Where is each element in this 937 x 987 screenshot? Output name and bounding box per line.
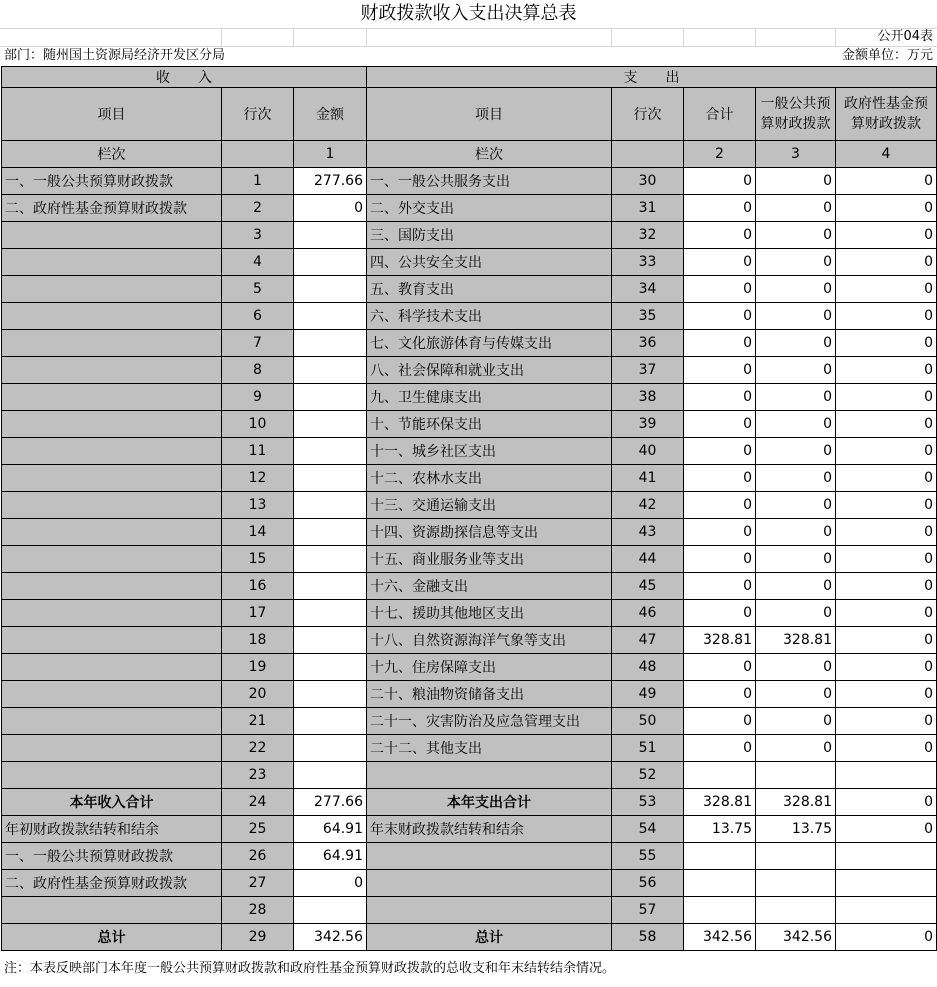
income-section-header[interactable]: 收 入 — [2, 67, 367, 88]
income-amount-cell[interactable]: 342.56 — [294, 924, 367, 951]
table-row — [2, 492, 937, 519]
income-line-cell[interactable]: 16 — [222, 573, 294, 600]
table-code: 公开04表 — [877, 29, 933, 44]
expense-line-cell[interactable]: 55 — [612, 843, 684, 870]
income-item-cell[interactable] — [2, 897, 222, 924]
expense-item-cell[interactable]: 六、科学技术支出 — [367, 303, 612, 330]
general-budget-cell[interactable]: 0 — [756, 465, 836, 492]
general-budget-cell[interactable] — [756, 897, 836, 924]
general-budget-cell[interactable]: 0 — [756, 735, 836, 762]
table-row — [2, 924, 937, 951]
table-row — [2, 789, 937, 816]
expense-line-cell[interactable]: 43 — [612, 519, 684, 546]
expense-item-cell[interactable]: 二十、粮油物资储备支出 — [367, 681, 612, 708]
income-amount-cell[interactable]: 0 — [294, 870, 367, 897]
general-budget-cell[interactable]: 0 — [756, 384, 836, 411]
expense-total-cell[interactable]: 0 — [684, 573, 756, 600]
income-line-cell[interactable]: 25 — [222, 816, 294, 843]
income-amount-cell[interactable] — [294, 762, 367, 789]
expense-total-cell[interactable]: 328.81 — [684, 627, 756, 654]
col-number-2[interactable]: 2 — [684, 141, 756, 168]
expense-line-cell[interactable]: 36 — [612, 330, 684, 357]
general-budget-cell[interactable]: 0 — [756, 303, 836, 330]
general-budget-cell[interactable]: 328.81 — [756, 627, 836, 654]
income-item-cell[interactable] — [2, 276, 222, 303]
income-amount-cell[interactable] — [294, 465, 367, 492]
expense-item-cell[interactable]: 二十一、灾害防治及应急管理支出 — [367, 708, 612, 735]
expense-item-header[interactable]: 项目 — [367, 88, 612, 141]
table-row — [2, 843, 937, 870]
expense-item-cell[interactable]: 十七、援助其他地区支出 — [367, 600, 612, 627]
income-col-label[interactable]: 栏次 — [2, 141, 222, 168]
gridline — [611, 28, 612, 46]
empty-cell[interactable] — [222, 141, 294, 168]
general-budget-cell[interactable]: 0 — [756, 708, 836, 735]
expense-line-cell[interactable]: 33 — [612, 249, 684, 276]
expense-item-cell[interactable] — [367, 843, 612, 870]
table-row — [2, 438, 937, 465]
expense-line-cell[interactable]: 37 — [612, 357, 684, 384]
expense-total-cell[interactable]: 0 — [684, 222, 756, 249]
income-amount-cell[interactable] — [294, 303, 367, 330]
income-line-cell[interactable]: 21 — [222, 708, 294, 735]
expense-line-cell[interactable]: 53 — [612, 789, 684, 816]
income-amount-cell[interactable] — [294, 357, 367, 384]
gov-fund-cell[interactable] — [836, 897, 937, 924]
expense-line-cell[interactable]: 48 — [612, 654, 684, 681]
income-line-cell[interactable]: 26 — [222, 843, 294, 870]
expense-total-cell[interactable] — [684, 897, 756, 924]
gov-fund-cell[interactable] — [836, 762, 937, 789]
gov-fund-cell[interactable]: 0 — [836, 735, 937, 762]
income-amount-cell[interactable] — [294, 438, 367, 465]
table-row — [2, 708, 937, 735]
income-amount-cell[interactable] — [294, 681, 367, 708]
expense-total-cell[interactable]: 0 — [684, 249, 756, 276]
expense-total-cell[interactable] — [684, 843, 756, 870]
expense-total-cell[interactable]: 0 — [684, 681, 756, 708]
expense-total-cell[interactable]: 328.81 — [684, 789, 756, 816]
expense-line-cell[interactable]: 54 — [612, 816, 684, 843]
expense-total-cell[interactable]: 0 — [684, 438, 756, 465]
expense-item-cell[interactable]: 十九、住房保障支出 — [367, 654, 612, 681]
general-budget-cell[interactable]: 0 — [756, 573, 836, 600]
gov-fund-cell[interactable]: 0 — [836, 600, 937, 627]
expense-line-cell[interactable]: 52 — [612, 762, 684, 789]
expense-total-cell[interactable]: 0 — [684, 708, 756, 735]
gridline — [835, 28, 836, 46]
expense-line-cell[interactable]: 30 — [612, 168, 684, 195]
income-line-cell[interactable]: 19 — [222, 654, 294, 681]
gov-fund-cell[interactable]: 0 — [836, 681, 937, 708]
unit-label: 金额单位：万元 — [841, 48, 933, 63]
income-amount-cell[interactable] — [294, 330, 367, 357]
gridline — [755, 28, 756, 46]
expense-item-cell[interactable]: 四、公共安全支出 — [367, 249, 612, 276]
expense-total-cell[interactable]: 342.56 — [684, 924, 756, 951]
income-line-cell[interactable]: 3 — [222, 222, 294, 249]
income-item-cell[interactable] — [2, 708, 222, 735]
gov-fund-cell[interactable]: 0 — [836, 465, 937, 492]
gov-fund-cell[interactable]: 0 — [836, 573, 937, 600]
income-amount-cell[interactable]: 64.91 — [294, 843, 367, 870]
table-row — [2, 816, 937, 843]
expense-item-cell[interactable]: 十五、商业服务业等支出 — [367, 546, 612, 573]
expense-total-cell[interactable]: 0 — [684, 492, 756, 519]
income-amount-cell[interactable] — [294, 735, 367, 762]
income-line-cell[interactable]: 4 — [222, 249, 294, 276]
income-item-cell[interactable] — [2, 438, 222, 465]
table-row — [2, 168, 937, 195]
income-line-cell[interactable]: 20 — [222, 681, 294, 708]
general-budget-cell[interactable]: 0 — [756, 654, 836, 681]
table-row — [2, 465, 937, 492]
gridline — [293, 28, 294, 46]
income-item-cell[interactable] — [2, 330, 222, 357]
income-line-cell[interactable]: 1 — [222, 168, 294, 195]
income-line-cell[interactable]: 15 — [222, 546, 294, 573]
gov-fund-cell[interactable]: 0 — [836, 519, 937, 546]
expense-item-cell[interactable]: 二、外交支出 — [367, 195, 612, 222]
general-budget-cell[interactable]: 0 — [756, 492, 836, 519]
income-item-cell[interactable]: 年初财政拨款结转和结余 — [2, 816, 222, 843]
income-amount-cell[interactable]: 64.91 — [294, 816, 367, 843]
expense-total-cell[interactable]: 0 — [684, 303, 756, 330]
expense-item-cell[interactable]: 十一、城乡社区支出 — [367, 438, 612, 465]
income-item-cell[interactable] — [2, 654, 222, 681]
general-budget-cell[interactable]: 0 — [756, 546, 836, 573]
general-budget-cell[interactable]: 0 — [756, 411, 836, 438]
income-amount-cell[interactable] — [294, 249, 367, 276]
income-line-cell[interactable]: 5 — [222, 276, 294, 303]
footnote: 注：本表反映部门本年度一般公共预算财政拨款和政府性基金预算财政拨款的总收支和年末结转结余情况。 — [4, 961, 616, 976]
general-budget-cell[interactable]: 0 — [756, 519, 836, 546]
gridline — [366, 28, 367, 46]
table-row — [2, 762, 937, 789]
expense-line-cell[interactable]: 38 — [612, 384, 684, 411]
income-line-cell[interactable]: 18 — [222, 627, 294, 654]
gov-fund-cell[interactable]: 0 — [836, 546, 937, 573]
income-amount-cell[interactable] — [294, 573, 367, 600]
income-line-cell[interactable]: 17 — [222, 600, 294, 627]
expense-item-cell[interactable]: 本年支出合计 — [367, 789, 612, 816]
general-budget-cell[interactable]: 0 — [756, 168, 836, 195]
income-amount-header[interactable]: 金额 — [294, 88, 367, 141]
expense-line-cell[interactable]: 58 — [612, 924, 684, 951]
table-row — [2, 222, 937, 249]
general-budget-cell[interactable]: 0 — [756, 222, 836, 249]
general-budget-cell[interactable]: 342.56 — [756, 924, 836, 951]
expense-item-cell[interactable]: 十四、资源勘探信息等支出 — [367, 519, 612, 546]
gov-fund-cell[interactable]: 0 — [836, 438, 937, 465]
income-line-cell[interactable]: 8 — [222, 357, 294, 384]
table-row — [2, 303, 937, 330]
expense-total-cell[interactable]: 0 — [684, 735, 756, 762]
table-row — [2, 195, 937, 222]
table-row — [2, 600, 937, 627]
sheet-header-area — [0, 0, 937, 66]
income-amount-cell[interactable]: 277.66 — [294, 789, 367, 816]
income-amount-cell[interactable] — [294, 222, 367, 249]
income-item-cell[interactable] — [2, 303, 222, 330]
gov-fund-cell[interactable]: 0 — [836, 789, 937, 816]
expense-item-cell[interactable]: 十八、自然资源海洋气象等支出 — [367, 627, 612, 654]
income-amount-cell[interactable] — [294, 600, 367, 627]
income-line-cell[interactable]: 10 — [222, 411, 294, 438]
expense-item-cell[interactable] — [367, 897, 612, 924]
expense-total-cell[interactable] — [684, 870, 756, 897]
table-row — [2, 411, 937, 438]
expense-total-cell[interactable]: 0 — [684, 330, 756, 357]
table-row — [2, 654, 937, 681]
table-row — [2, 384, 937, 411]
expense-item-cell[interactable]: 二十二、其他支出 — [367, 735, 612, 762]
gov-fund-cell[interactable] — [836, 870, 937, 897]
table-row — [2, 573, 937, 600]
expense-item-cell[interactable]: 五、教育支出 — [367, 276, 612, 303]
table-row — [2, 330, 937, 357]
income-amount-cell[interactable]: 0 — [294, 195, 367, 222]
empty-cell[interactable] — [612, 141, 684, 168]
general-budget-cell[interactable]: 0 — [756, 276, 836, 303]
income-item-cell[interactable]: 一、一般公共预算财政拨款 — [2, 843, 222, 870]
expense-line-cell[interactable]: 49 — [612, 681, 684, 708]
gov-fund-cell[interactable]: 0 — [836, 276, 937, 303]
expense-line-cell[interactable]: 56 — [612, 870, 684, 897]
expense-line-cell[interactable]: 46 — [612, 600, 684, 627]
table-row — [2, 627, 937, 654]
income-item-cell[interactable] — [2, 519, 222, 546]
expense-item-cell[interactable] — [367, 870, 612, 897]
table-row — [2, 519, 937, 546]
gov-fund-cell[interactable]: 0 — [836, 627, 937, 654]
expense-item-cell[interactable]: 十二、农林水支出 — [367, 465, 612, 492]
income-item-cell[interactable] — [2, 249, 222, 276]
expense-total-cell[interactable]: 0 — [684, 195, 756, 222]
expense-line-cell[interactable]: 51 — [612, 735, 684, 762]
income-item-cell[interactable] — [2, 492, 222, 519]
expense-item-cell[interactable] — [367, 762, 612, 789]
expense-total-cell[interactable] — [684, 762, 756, 789]
general-budget-cell[interactable]: 0 — [756, 330, 836, 357]
budget-table — [1, 66, 937, 951]
expense-item-cell[interactable]: 十、节能环保支出 — [367, 411, 612, 438]
income-item-cell[interactable] — [2, 465, 222, 492]
table-row — [2, 276, 937, 303]
expense-line-header[interactable]: 行次 — [612, 88, 684, 141]
gov-fund-cell[interactable]: 0 — [836, 384, 937, 411]
general-budget-cell[interactable]: 0 — [756, 249, 836, 276]
expense-line-cell[interactable]: 42 — [612, 492, 684, 519]
col-number-4[interactable]: 4 — [836, 141, 937, 168]
table-row — [2, 735, 937, 762]
gov-fund-cell[interactable]: 0 — [836, 492, 937, 519]
income-line-cell[interactable]: 27 — [222, 870, 294, 897]
gov-fund-cell[interactable]: 0 — [836, 195, 937, 222]
income-amount-cell[interactable] — [294, 492, 367, 519]
expense-item-cell[interactable]: 一、一般公共服务支出 — [367, 168, 612, 195]
expense-total-cell[interactable]: 0 — [684, 654, 756, 681]
expense-line-cell[interactable]: 39 — [612, 411, 684, 438]
income-amount-cell[interactable]: 277.66 — [294, 168, 367, 195]
expense-item-cell[interactable]: 七、文化旅游体育与传媒支出 — [367, 330, 612, 357]
income-item-cell[interactable] — [2, 222, 222, 249]
income-line-cell[interactable]: 22 — [222, 735, 294, 762]
income-line-cell[interactable]: 14 — [222, 519, 294, 546]
gov-fund-cell[interactable]: 0 — [836, 249, 937, 276]
income-line-cell[interactable]: 28 — [222, 897, 294, 924]
expense-col-label[interactable]: 栏次 — [367, 141, 612, 168]
general-budget-cell[interactable] — [756, 870, 836, 897]
expense-total-cell[interactable]: 0 — [684, 276, 756, 303]
gov-fund-cell[interactable]: 0 — [836, 654, 937, 681]
expense-item-cell[interactable]: 年末财政拨款结转和结余 — [367, 816, 612, 843]
gov-fund-cell[interactable]: 0 — [836, 357, 937, 384]
income-item-cell[interactable]: 一、一般公共预算财政拨款 — [2, 168, 222, 195]
expense-total-cell[interactable]: 0 — [684, 600, 756, 627]
page-title: 财政拨款收入支出决算总表 — [360, 3, 577, 24]
expense-line-cell[interactable]: 45 — [612, 573, 684, 600]
general-budget-cell[interactable] — [756, 843, 836, 870]
income-line-cell[interactable]: 23 — [222, 762, 294, 789]
income-amount-cell[interactable] — [294, 384, 367, 411]
expense-total-cell[interactable]: 0 — [684, 411, 756, 438]
table-row — [2, 681, 937, 708]
income-item-cell[interactable] — [2, 546, 222, 573]
income-item-cell[interactable]: 二、政府性基金预算财政拨款 — [2, 870, 222, 897]
general-budget-cell[interactable]: 0 — [756, 357, 836, 384]
income-item-cell[interactable] — [2, 384, 222, 411]
col-number-1[interactable]: 1 — [294, 141, 367, 168]
table-row — [2, 546, 937, 573]
department-label: 部门：随州国土资源局经济开发区分局 — [4, 48, 226, 63]
income-item-cell[interactable] — [2, 357, 222, 384]
income-item-cell[interactable] — [2, 681, 222, 708]
general-budget-cell[interactable] — [756, 762, 836, 789]
general-budget-header[interactable]: 一般公共预算财政拨款 — [756, 88, 836, 141]
expense-item-cell[interactable]: 三、国防支出 — [367, 222, 612, 249]
income-line-cell[interactable]: 11 — [222, 438, 294, 465]
gov-fund-cell[interactable]: 0 — [836, 816, 937, 843]
income-item-cell[interactable] — [2, 735, 222, 762]
income-item-cell[interactable] — [2, 627, 222, 654]
general-budget-cell[interactable]: 0 — [756, 600, 836, 627]
expense-item-cell[interactable]: 总计 — [367, 924, 612, 951]
expense-total-cell[interactable]: 13.75 — [684, 816, 756, 843]
gov-fund-cell[interactable]: 0 — [836, 924, 937, 951]
income-amount-cell[interactable] — [294, 276, 367, 303]
income-line-cell[interactable]: 24 — [222, 789, 294, 816]
expense-line-cell[interactable]: 41 — [612, 465, 684, 492]
gov-fund-cell[interactable]: 0 — [836, 330, 937, 357]
general-budget-cell[interactable]: 328.81 — [756, 789, 836, 816]
expense-line-cell[interactable]: 34 — [612, 276, 684, 303]
expense-total-cell[interactable]: 0 — [684, 168, 756, 195]
expense-item-cell[interactable]: 十六、金融支出 — [367, 573, 612, 600]
expense-item-cell[interactable]: 九、卫生健康支出 — [367, 384, 612, 411]
income-line-header[interactable]: 行次 — [222, 88, 294, 141]
income-line-cell[interactable]: 2 — [222, 195, 294, 222]
expense-item-cell[interactable]: 八、社会保障和就业支出 — [367, 357, 612, 384]
income-amount-cell[interactable] — [294, 519, 367, 546]
table-row — [2, 249, 937, 276]
expense-line-cell[interactable]: 47 — [612, 627, 684, 654]
expense-total-cell[interactable]: 0 — [684, 357, 756, 384]
expense-total-cell[interactable]: 0 — [684, 384, 756, 411]
income-item-cell[interactable]: 总计 — [2, 924, 222, 951]
income-line-cell[interactable]: 6 — [222, 303, 294, 330]
expense-line-cell[interactable]: 44 — [612, 546, 684, 573]
gov-fund-cell[interactable]: 0 — [836, 303, 937, 330]
income-item-cell[interactable]: 二、政府性基金预算财政拨款 — [2, 195, 222, 222]
gov-fund-cell[interactable]: 0 — [836, 708, 937, 735]
table-row — [2, 870, 937, 897]
gridline — [683, 28, 684, 46]
table-body — [2, 168, 937, 951]
income-line-cell[interactable]: 9 — [222, 384, 294, 411]
table-row — [2, 357, 937, 384]
income-line-cell[interactable]: 29 — [222, 924, 294, 951]
income-amount-cell[interactable] — [294, 411, 367, 438]
income-amount-cell[interactable] — [294, 654, 367, 681]
expense-line-cell[interactable]: 31 — [612, 195, 684, 222]
income-amount-cell[interactable] — [294, 897, 367, 924]
income-amount-cell[interactable] — [294, 708, 367, 735]
expense-total-header[interactable]: 合计 — [684, 88, 756, 141]
gridline — [221, 28, 222, 46]
gov-fund-cell[interactable] — [836, 843, 937, 870]
expense-total-cell[interactable]: 0 — [684, 519, 756, 546]
income-line-cell[interactable]: 13 — [222, 492, 294, 519]
col-number-3[interactable]: 3 — [756, 141, 836, 168]
income-amount-cell[interactable] — [294, 627, 367, 654]
income-item-cell[interactable] — [2, 600, 222, 627]
income-item-cell[interactable] — [2, 411, 222, 438]
expense-line-cell[interactable]: 57 — [612, 897, 684, 924]
expense-total-cell[interactable]: 0 — [684, 465, 756, 492]
expense-section-header[interactable]: 支 出 — [367, 67, 937, 88]
income-item-cell[interactable]: 本年收入合计 — [2, 789, 222, 816]
budget-table-wrapper — [1, 66, 937, 951]
gridline — [0, 28, 937, 29]
income-line-cell[interactable]: 12 — [222, 465, 294, 492]
expense-line-cell[interactable]: 35 — [612, 303, 684, 330]
expense-total-cell[interactable]: 0 — [684, 546, 756, 573]
table-row — [2, 897, 937, 924]
income-item-cell[interactable] — [2, 573, 222, 600]
general-budget-cell[interactable]: 0 — [756, 681, 836, 708]
expense-line-cell[interactable]: 40 — [612, 438, 684, 465]
general-budget-cell[interactable]: 0 — [756, 195, 836, 222]
income-item-header[interactable]: 项目 — [2, 88, 222, 141]
expense-line-cell[interactable]: 50 — [612, 708, 684, 735]
general-budget-cell[interactable]: 13.75 — [756, 816, 836, 843]
income-line-cell[interactable]: 7 — [222, 330, 294, 357]
expense-item-cell[interactable]: 十三、交通运输支出 — [367, 492, 612, 519]
income-amount-cell[interactable] — [294, 546, 367, 573]
gov-fund-cell[interactable]: 0 — [836, 168, 937, 195]
gov-fund-cell[interactable]: 0 — [836, 222, 937, 249]
gov-fund-header[interactable]: 政府性基金预算财政拨款 — [836, 88, 937, 141]
gov-fund-cell[interactable]: 0 — [836, 411, 937, 438]
income-item-cell[interactable] — [2, 762, 222, 789]
general-budget-cell[interactable]: 0 — [756, 438, 836, 465]
expense-line-cell[interactable]: 32 — [612, 222, 684, 249]
